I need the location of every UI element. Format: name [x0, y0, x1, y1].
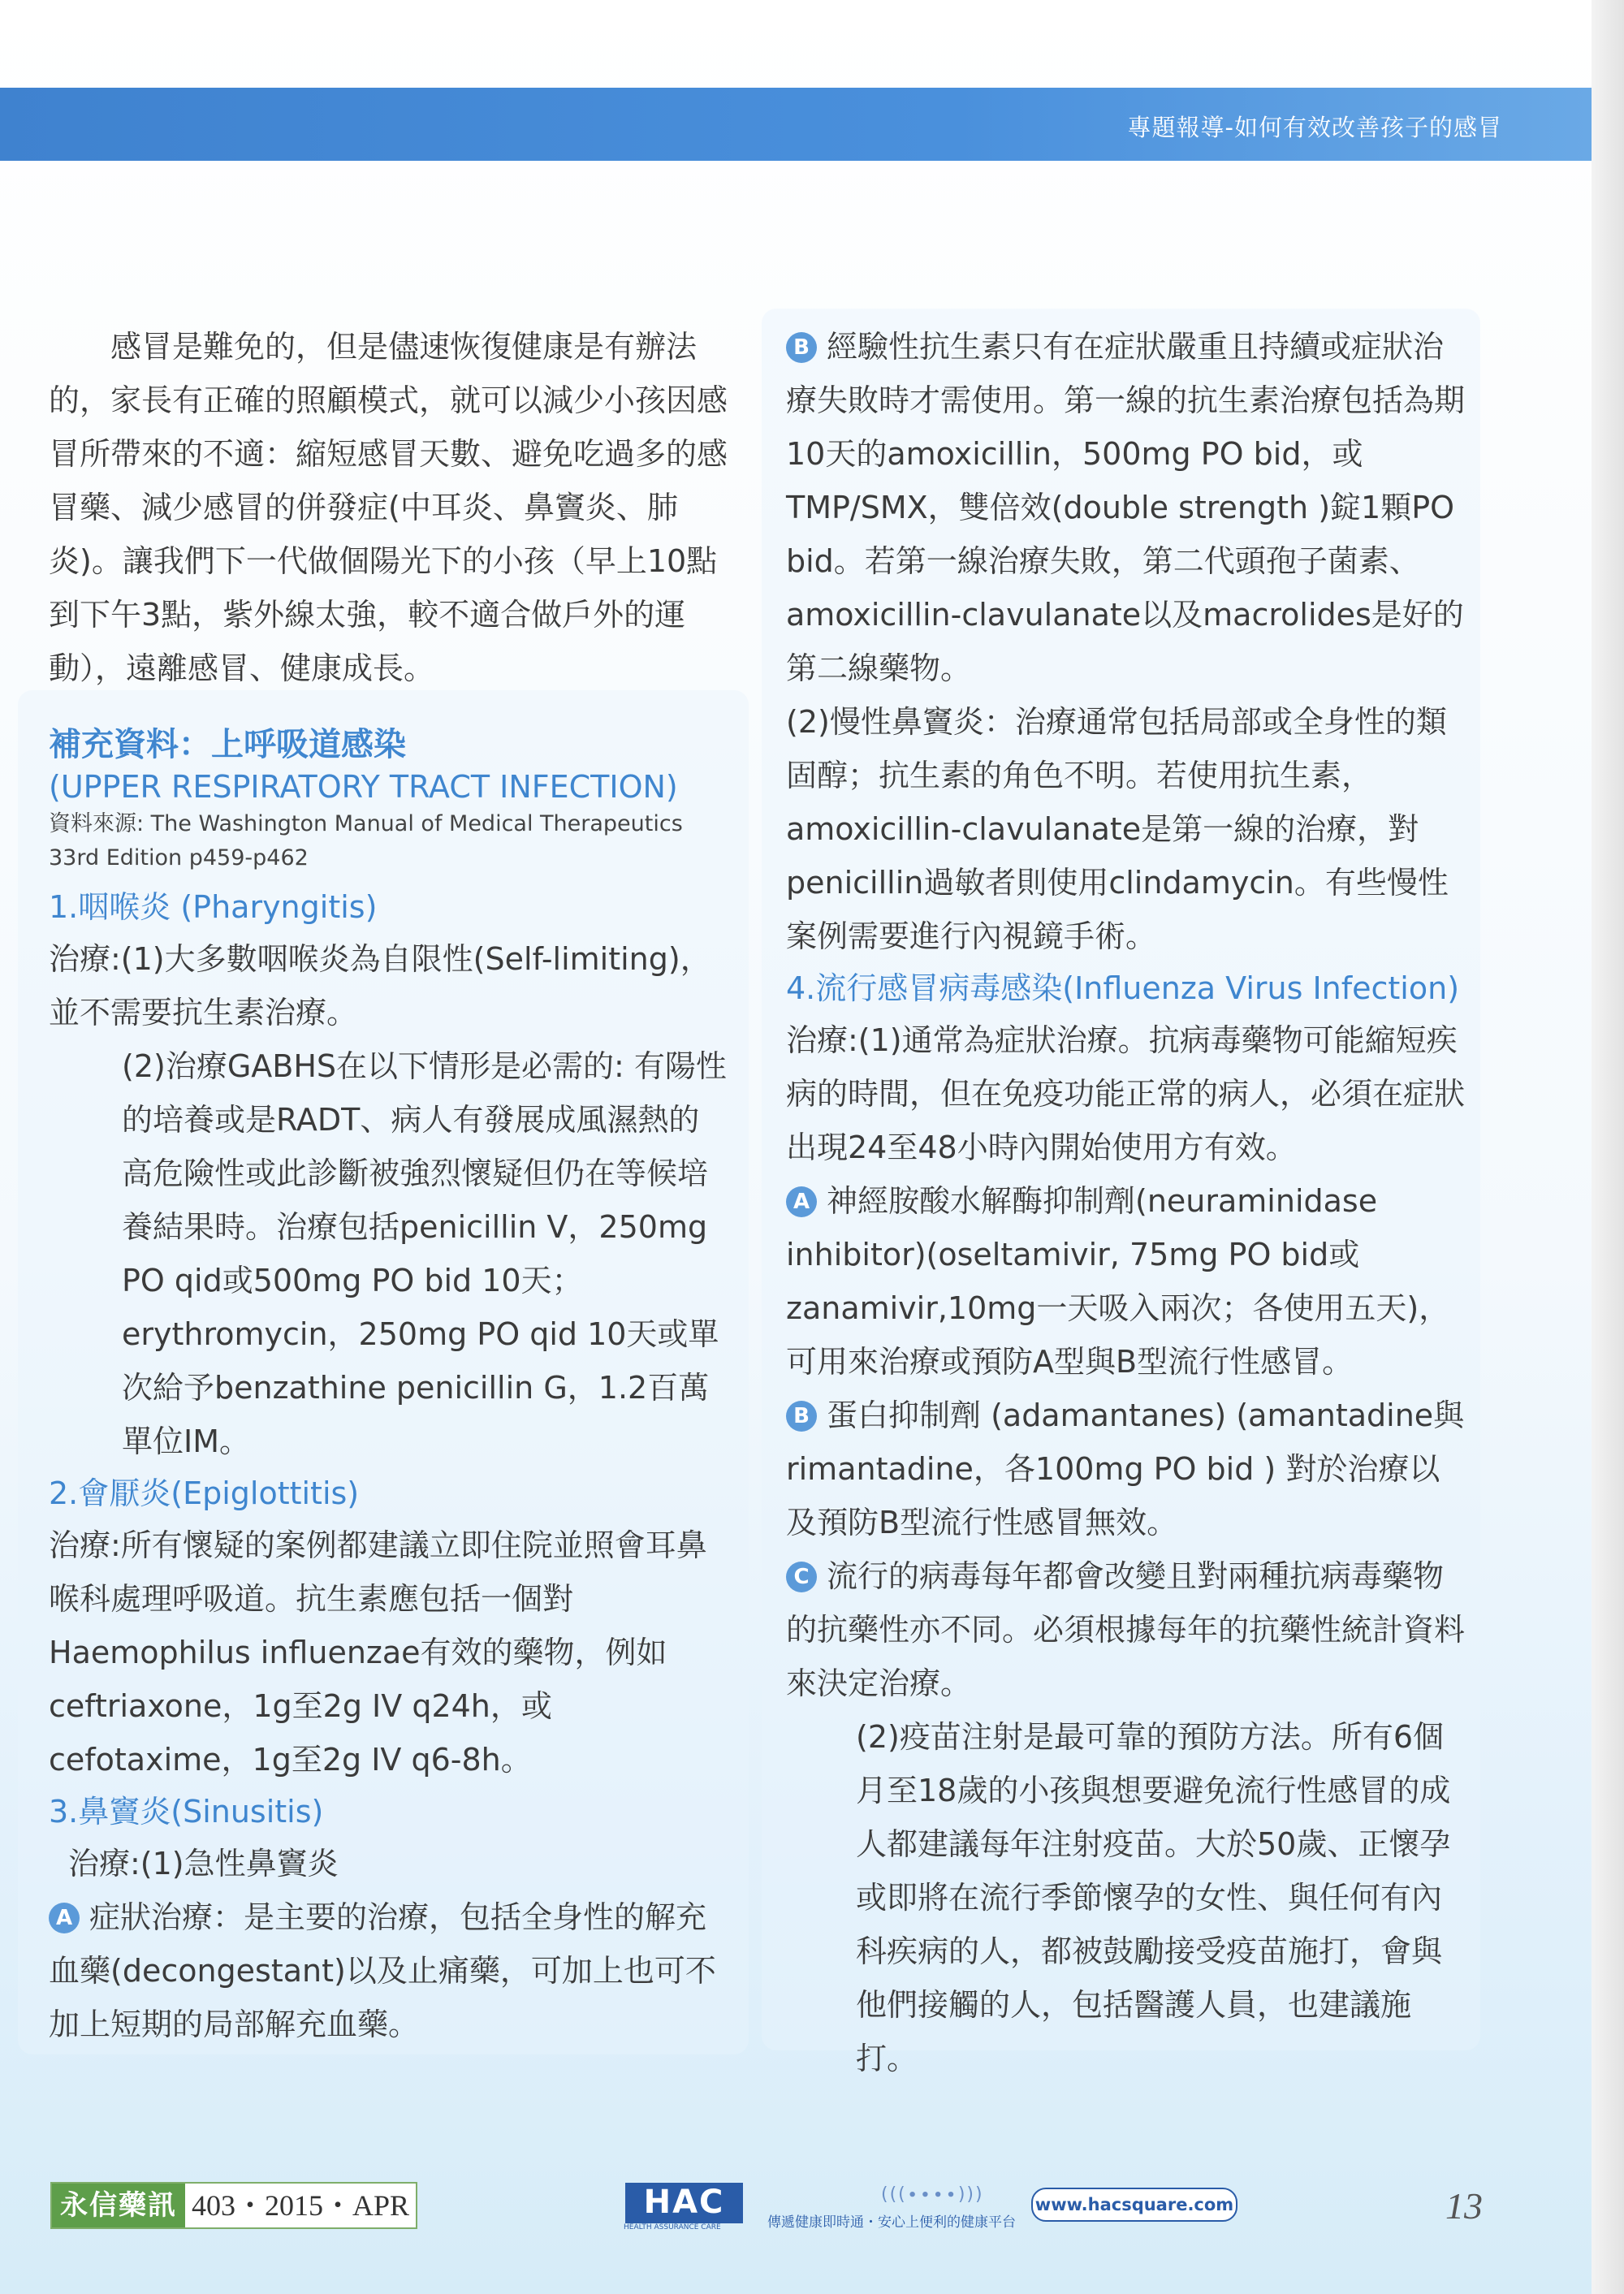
- badge-a-icon: A: [786, 1186, 817, 1217]
- section-3-item-a-text: 症狀治療：是主要的治療，包括全身性的解充血藥(decongestant)以及止痛藥，可加上也可不加上短期的局部解充血藥。: [49, 1899, 716, 2042]
- vaccine-paragraph: (2)疫苗注射是最可靠的預防方法。所有6個月至18歲的小孩與想要避免流行性感冒的成人都建議每年注射疫苗。大於50歲、正懷孕或即將在流行季節懷孕的女性、與任何有內科疾病的人，都被鼓勵接受疫苗施打，會與他們接觸的人，包括醫護人員，也建議施打。: [856, 1719, 1451, 2076]
- section-3-item-a: [49, 1890, 728, 2051]
- section-4-treatment-1: 治療:(1)通常為症狀治療。抗病毒藥物可能縮短疾病的時間，但在免疫功能正常的病人，必須在症狀出現24至48小時內開始使用方有效。: [786, 1022, 1466, 1165]
- signal-wave-icon: (((∙∙∙∙))): [881, 2184, 984, 2205]
- badge-c-icon: C: [786, 1562, 817, 1592]
- section-1-treatment-2: (2)治療GABHS在以下情形是必需的: 有陽性的培養或是RADT、病人有發展成風濕熱的高危險性或此診斷被強烈懷疑但仍在等候培養結果時。治療包括penicillin V，250mg PO qid或500mg PO bid 10天；erythromycin，250mg PO qid 10天或單次給予benzathine penicillin G，1.2百萬單位IM。: [122, 1048, 727, 1459]
- page-edge: [1592, 0, 1624, 2294]
- page-number: 13: [1445, 2185, 1483, 2227]
- section-1-heading: 1.咽喉炎 (Pharyngitis): [49, 889, 378, 925]
- influenza-item-c: [786, 1549, 1465, 1710]
- section-2-treatment: 治療:所有懷疑的案例都建議立即住院並照會耳鼻喉科處理呼吸道。抗生素應包括一個對Haemophilus influenzae有效的藥物，例如ceftriaxone，1g至2g IV q24h，或 cefotaxime，1g至2g IV q6-8h。: [49, 1527, 707, 1778]
- sinusitis-item-b: [786, 320, 1465, 695]
- influenza-item-b-text: 蛋白抑制劑 (adamantanes) (amantadine與rimantadine，各100mg PO bid ) 對於治療以及預防B型流行性感冒無效。: [786, 1398, 1465, 1540]
- hac-url-link[interactable]: www.hacsquare.com: [1031, 2188, 1237, 2222]
- badge-b-icon: B: [786, 332, 817, 363]
- sinusitis-item-b-text: 經驗性抗生素只有在症狀嚴重且持續或症狀治療失敗時才需使用。第一線的抗生素治療包括為期10天的amoxicillin，500mg PO bid，或TMP/SMX，雙倍效(double strength )錠1顆PO bid。若第一線治療失敗，第二代頭孢子菌素、amoxicillin-clavulanate以及macrolides是好的第二線藥物。: [786, 329, 1466, 686]
- left-column: [49, 320, 728, 2051]
- section-3-heading: 3.鼻竇炎(Sinusitis): [49, 1794, 324, 1830]
- supplement-subtitle: (UPPER RESPIRATORY TRACT INFECTION): [49, 769, 678, 805]
- influenza-item-c-text: 流行的病毒每年都會改變且對兩種抗病毒藥物的抗藥性亦不同。必須根據每年的抗藥性統計資料來決定治療。: [786, 1558, 1466, 1701]
- section-1-treatment-1: 治療:(1)大多數咽喉炎為自限性(Self-limiting)，並不需要抗生素治療。: [49, 941, 711, 1030]
- footer-brand: 永信藥訊: [52, 2184, 185, 2227]
- influenza-item-b: [786, 1389, 1465, 1549]
- influenza-item-a: [786, 1174, 1465, 1389]
- section-3-treatment-1: 治療:(1)急性鼻竇炎: [68, 1846, 339, 1881]
- badge-a-icon: A: [49, 1903, 80, 1933]
- footer-issue-box: [50, 2182, 417, 2229]
- badge-b-icon: B: [786, 1401, 817, 1432]
- supplement-title: 補充資料：上呼吸道感染: [49, 726, 406, 763]
- chronic-sinusitis-paragraph: (2)慢性鼻竇炎：治療通常包括局部或全身性的類固醇；抗生素的角色不明。若使用抗生素，amoxicillin-clavulanate是第一線的治療，對penicillin過敏者則使用clindamycin。有些慢性案例需要進行內視鏡手術。: [786, 704, 1449, 954]
- hac-logo-subtitle: HEALTH ASSURANCE CARE: [624, 2223, 721, 2231]
- right-column: [786, 320, 1465, 2085]
- section-2-heading: 2.會厭炎(Epiglottitis): [49, 1475, 360, 1511]
- hac-tagline: 傳遞健康即時通・安心上便利的健康平台: [767, 2214, 1016, 2231]
- section-4-heading: 4.流行感冒病毒感染(Influenza Virus Infection): [786, 970, 1460, 1006]
- header-title: 專題報導-如何有效改善孩子的感冒: [1127, 114, 1502, 141]
- intro-paragraph: 感冒是難免的，但是儘速恢復健康是有辦法的，家長有正確的照顧模式，就可以減少小孩因感冒所帶來的不適：縮短感冒天數、避免吃過多的感冒藥、減少感冒的併發症(中耳炎、鼻竇炎、肺炎)。讓我們下一代做個陽光下的小孩（早上10點到下午3點，紫外線太強，較不適合做戶外的運動），遠離感冒、健康成長。: [49, 329, 728, 686]
- hac-logo: HAC: [625, 2183, 743, 2223]
- source-citation: 資料來源: The Washington Manual of Medical Therapeutics 33rd Edition p459-p462: [49, 811, 683, 871]
- influenza-item-a-text: 神經胺酸水解酶抑制劑(neuraminidase inhibitor)(oseltamivir, 75mg PO bid或zanamivir,10mg一天吸入兩次；各使用五天)，可用來治療或預防A型與B型流行性感冒。: [786, 1183, 1450, 1380]
- footer-issue: 403・2015・APR: [185, 2184, 416, 2227]
